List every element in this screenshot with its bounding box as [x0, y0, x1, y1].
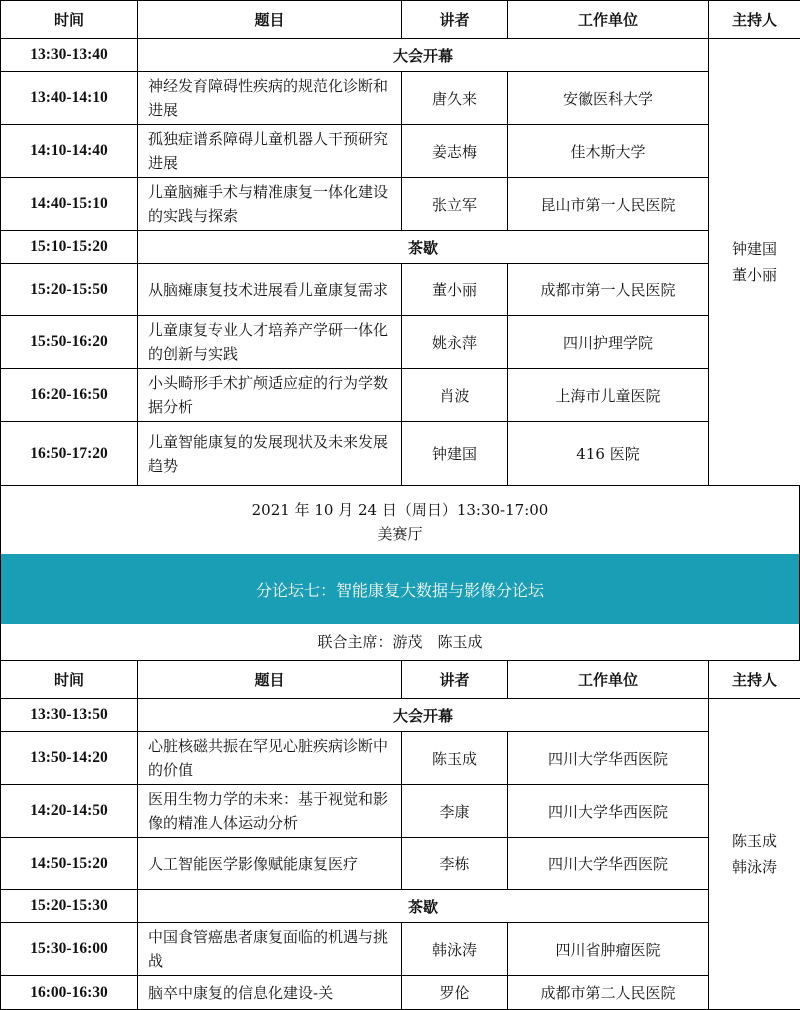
- table-row: [1, 976, 800, 1010]
- table-row: [1, 178, 800, 231]
- row-unit: 成都市第二人民医院: [508, 976, 709, 1010]
- row-time: 13:40-14:10: [1, 72, 138, 125]
- header-time: 时间: [1, 661, 138, 699]
- row-unit: 四川护理学院: [508, 316, 709, 369]
- row-unit: 成都市第一人民医院: [508, 264, 709, 316]
- break-label: 茶歇: [138, 231, 709, 264]
- table-row: [1, 923, 800, 976]
- row-time: 14:40-15:10: [1, 178, 138, 231]
- header-unit: 工作单位: [508, 661, 709, 699]
- table-row: [1, 316, 800, 369]
- table-row: [1, 422, 800, 486]
- row-topic: 儿童智能康复的发展现状及未来发展趋势: [138, 422, 402, 486]
- host-name: 董小丽: [715, 262, 794, 288]
- session-date: 2021 年 10 月 24 日（周日）13:30-17:00: [1, 498, 799, 522]
- host-cell: [709, 699, 800, 1010]
- schedule-table-1: [0, 0, 800, 486]
- row-topic: 脑卒中康复的信息化建设-关: [138, 976, 402, 1010]
- row-speaker: 唐久来: [402, 72, 508, 125]
- header-speaker: 讲者: [402, 1, 508, 39]
- forum-banner: [0, 554, 800, 624]
- row-time: 15:20-15:50: [1, 264, 138, 316]
- table-row: [1, 732, 800, 785]
- host-name: 韩泳涛: [715, 854, 794, 880]
- table-row: [1, 890, 800, 923]
- break-label: 茶歇: [138, 890, 709, 923]
- row-speaker: 张立军: [402, 178, 508, 231]
- table-row: [1, 264, 800, 316]
- row-speaker: 李栋: [402, 838, 508, 890]
- row-unit: 四川大学华西医院: [508, 732, 709, 785]
- row-speaker: 韩泳涛: [402, 923, 508, 976]
- row-unit: 四川大学华西医院: [508, 785, 709, 838]
- row-speaker: 钟建国: [402, 422, 508, 486]
- row-speaker: 李康: [402, 785, 508, 838]
- row-speaker: 姚永萍: [402, 316, 508, 369]
- row-topic: 儿童脑瘫手术与精准康复一体化建设的实践与探索: [138, 178, 402, 231]
- row-time: 15:10-15:20: [1, 231, 138, 264]
- chairs-text: 联合主席：游茂 陈玉成: [317, 633, 482, 651]
- row-time: 16:00-16:30: [1, 976, 138, 1010]
- host-name: 钟建国: [715, 236, 794, 262]
- host-cell: [709, 39, 800, 486]
- table-row: [1, 785, 800, 838]
- row-time: 15:20-15:30: [1, 890, 138, 923]
- table-header-row: [1, 1, 800, 39]
- row-unit: 昆山市第一人民医院: [508, 178, 709, 231]
- table-row: [1, 838, 800, 890]
- header-time: 时间: [1, 1, 138, 39]
- row-time: 13:30-13:40: [1, 39, 138, 72]
- row-topic: 小头畸形手术扩颅适应症的行为学数据分析: [138, 369, 402, 422]
- row-speaker: 肖波: [402, 369, 508, 422]
- row-topic: 儿童康复专业人才培养产学研一体化的创新与实践: [138, 316, 402, 369]
- row-time: 14:50-15:20: [1, 838, 138, 890]
- header-topic: 题目: [138, 1, 402, 39]
- row-time: 15:30-16:00: [1, 923, 138, 976]
- row-speaker: 陈玉成: [402, 732, 508, 785]
- row-unit: 佳木斯大学: [508, 125, 709, 178]
- row-topic: 人工智能医学影像赋能康复医疗: [138, 838, 402, 890]
- table-row: [1, 699, 800, 732]
- table-row: [1, 231, 800, 264]
- header-topic: 题目: [138, 661, 402, 699]
- chairs-line: [0, 624, 800, 660]
- row-unit: 安徽医科大学: [508, 72, 709, 125]
- session-date-block: [0, 486, 800, 554]
- row-unit: 四川省肿瘤医院: [508, 923, 709, 976]
- row-time: 14:10-14:40: [1, 125, 138, 178]
- row-time: 14:20-14:50: [1, 785, 138, 838]
- row-topic: 心脏核磁共振在罕见心脏疾病诊断中的价值: [138, 732, 402, 785]
- table-row: [1, 72, 800, 125]
- header-host: 主持人: [709, 661, 800, 699]
- row-time: 16:20-16:50: [1, 369, 138, 422]
- header-speaker: 讲者: [402, 661, 508, 699]
- row-topic: 孤独症谱系障碍儿童机器人干预研究进展: [138, 125, 402, 178]
- row-topic: 医用生物力学的未来：基于视觉和影像的精准人体运动分析: [138, 785, 402, 838]
- row-topic: 中国食管癌患者康复面临的机遇与挑战: [138, 923, 402, 976]
- host-name: 陈玉成: [715, 828, 794, 854]
- row-unit: 四川大学华西医院: [508, 838, 709, 890]
- schedule-table-2: [0, 660, 800, 1010]
- row-unit: 上海市儿童医院: [508, 369, 709, 422]
- forum-title: 分论坛七：智能康复大数据与影像分论坛: [256, 578, 544, 601]
- table-row: [1, 125, 800, 178]
- row-speaker: 罗伦: [402, 976, 508, 1010]
- session-venue: 美赛厅: [1, 522, 799, 546]
- header-unit: 工作单位: [508, 1, 709, 39]
- row-time: 13:50-14:20: [1, 732, 138, 785]
- table-row: [1, 369, 800, 422]
- opening-label: 大会开幕: [138, 699, 709, 732]
- row-speaker: 董小丽: [402, 264, 508, 316]
- row-topic: 神经发育障碍性疾病的规范化诊断和进展: [138, 72, 402, 125]
- row-unit: 416 医院: [508, 422, 709, 486]
- row-topic: 从脑瘫康复技术进展看儿童康复需求: [138, 264, 402, 316]
- table-row: [1, 39, 800, 72]
- header-host: 主持人: [709, 1, 800, 39]
- row-time: 15:50-16:20: [1, 316, 138, 369]
- row-time: 13:30-13:50: [1, 699, 138, 732]
- row-speaker: 姜志梅: [402, 125, 508, 178]
- table-header-row: [1, 661, 800, 699]
- row-time: 16:50-17:20: [1, 422, 138, 486]
- opening-label: 大会开幕: [138, 39, 709, 72]
